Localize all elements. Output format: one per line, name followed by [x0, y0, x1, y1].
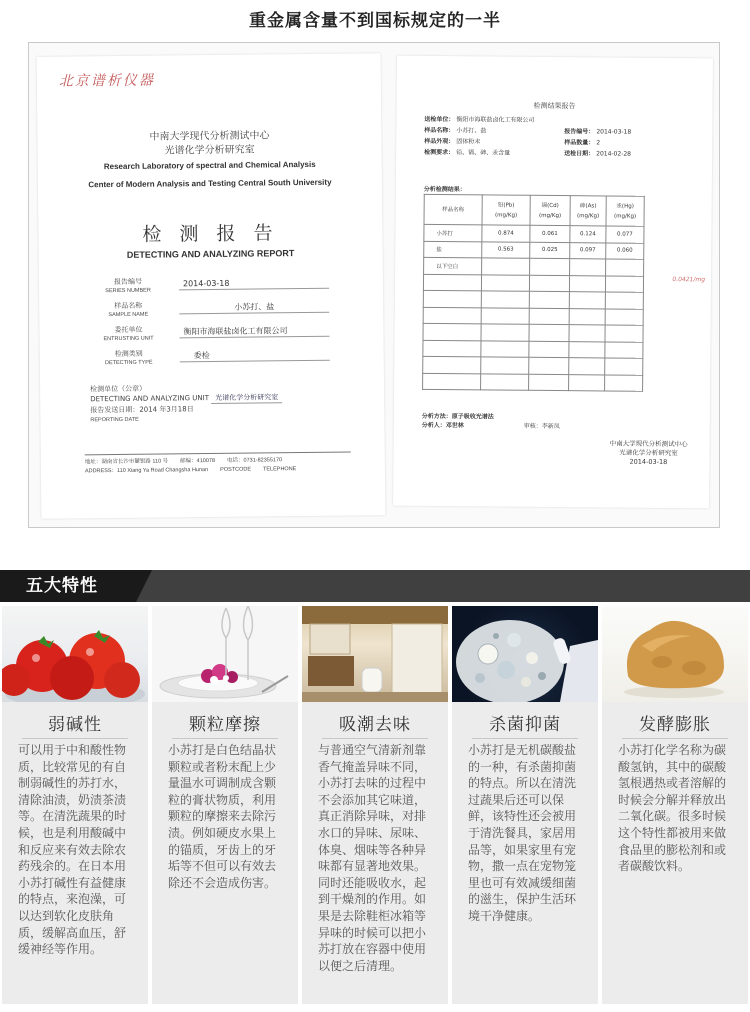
table-cell: [481, 373, 529, 390]
meta-label: 检测要求：: [424, 148, 455, 157]
table-cell: [569, 275, 605, 292]
bathroom-photo: [302, 606, 448, 702]
field-label-en: ENTRUSTING UNIT: [103, 335, 154, 343]
table-cell: [605, 308, 643, 325]
table-cell: [423, 290, 481, 307]
feature-title: 发酵膨胀: [639, 715, 711, 735]
results-footer: [422, 412, 560, 431]
table-cell: [530, 258, 570, 275]
feature-card: [602, 606, 748, 1004]
detecting-unit-block: [90, 382, 282, 425]
meta-label: 送检日期：: [564, 150, 595, 158]
table-header: [530, 195, 570, 225]
field-detecting-type: [84, 348, 334, 375]
results-title: 检测结果报告: [533, 101, 576, 111]
table-cell: 0.563: [482, 241, 530, 258]
lab-name-cn-2: 光谱化学分析研究室: [164, 144, 255, 157]
lab-name-en-2: Center of Modern Analysis and Testing Central South University: [88, 177, 332, 190]
field-label: 报告编号: [113, 277, 142, 287]
report-title-en: DETECTING AND ANALYZING REPORT: [126, 248, 295, 260]
test-report-image: [28, 42, 720, 528]
phone: 电话：0731-82355170: [226, 457, 283, 464]
table-header: [424, 194, 482, 225]
header-line: 铅(Pb): [497, 202, 515, 209]
field-value: 衡阳市海联盐卤化工有限公司: [179, 325, 329, 339]
institution-stamp: [609, 440, 687, 468]
features-heading: 五大特性: [0, 570, 136, 602]
divider: [172, 738, 278, 739]
table-cell: [569, 308, 605, 325]
header-unit: (mg/Kg): [495, 211, 518, 219]
date-label-en: REPORTING DATE: [90, 416, 139, 424]
date-value: 2014 年3月18日: [139, 405, 194, 414]
handwritten-note: 0.0421/mg: [672, 276, 706, 284]
meta-value: 衡阳市海联盐卤化工有限公司: [456, 116, 535, 124]
meta-row: [424, 147, 694, 160]
table-cell: [423, 340, 481, 357]
stamp-line: 中南大学现代分析测试中心: [609, 439, 688, 449]
address-cn: 地址：湖南省长沙市麓银路 110 号: [84, 458, 169, 466]
address-block: [85, 456, 355, 477]
table-cell: [481, 340, 529, 357]
table-row: [423, 373, 643, 391]
meta-value: 2014-02-28: [596, 150, 632, 158]
table-cell: [423, 274, 481, 291]
header-line: 镉(Cd): [541, 202, 559, 209]
table-cell: [482, 258, 530, 275]
divider: [85, 452, 351, 456]
header-unit: (mg/Kg): [539, 212, 562, 219]
table-cell: 0.077: [606, 226, 644, 243]
feature-description: 可以用于中和酸性物质，比较常见的有自制弱碱性的苏打水，清除油渍，奶渍茶渍等。在清洗蔬果的时候，也是利用酸碱中和反应来有效去除农药残余的。在日本用小苏打碱性有益健康的特点，来泡澡，可以达到软化皮肤角质，缓解高血压，舒缓神经等作用。: [18, 743, 127, 957]
header-line: 砷(As): [579, 202, 597, 209]
table-row: [424, 257, 644, 275]
meta-label: 样品名称：: [424, 126, 455, 135]
lab-name-en-1: Research Laboratory of spectral and Chemical Analysis: [103, 159, 316, 172]
meta-value: 2: [596, 139, 601, 147]
table-cell: [606, 259, 644, 276]
table-cell: 0.060: [606, 242, 644, 259]
table-header: [570, 196, 606, 226]
table-row: [423, 274, 643, 292]
address-en: ADDRESS：110 Xiang Ya Road Changsha Hunan: [84, 467, 209, 475]
table-cell: [529, 357, 569, 374]
unit-value: 光谱化学分析研究室: [211, 392, 282, 404]
analyst-text: 分析人：邓世林: [421, 421, 464, 430]
feature-title: 吸潮去味: [339, 715, 411, 735]
table-cell: 0.025: [530, 242, 570, 259]
table-cell: [481, 357, 529, 374]
reviewer-text: 审核：李新凤: [523, 422, 560, 431]
meta-value: 小苏打、盐: [456, 127, 487, 135]
report-cover-page: [37, 53, 386, 519]
features-header-bar: [0, 570, 750, 602]
table-header: [482, 195, 530, 225]
field-label: 委托单位: [114, 325, 143, 335]
feature-title: 弱碱性: [48, 715, 102, 735]
field-label: 检测类别: [114, 349, 143, 359]
report-title-cn: 检 测 报 告: [142, 222, 279, 246]
header-line: 样品名称: [442, 206, 465, 213]
page-title: 重金属含量不到国标规定的一半: [249, 11, 501, 31]
divider: [622, 738, 728, 739]
feature-card: [452, 606, 598, 1004]
table-cell: [529, 324, 569, 341]
table-row: [423, 356, 643, 374]
table-cell: 0.097: [570, 242, 606, 259]
table-header: [606, 196, 644, 226]
results-meta: [424, 114, 694, 160]
table-cell: [481, 307, 529, 324]
table-cell: [569, 325, 605, 342]
table-cell: [423, 356, 481, 373]
table-cell: [605, 275, 643, 292]
table-cell: 盐: [424, 241, 482, 258]
meta-value: 2014-03-18: [596, 128, 632, 136]
table-cell: 小苏打: [424, 224, 482, 241]
feature-card: [152, 606, 298, 1004]
results-table: [422, 194, 645, 392]
table-cell: [605, 341, 643, 358]
unit-label-cn: 检测单位（公章）: [90, 384, 147, 394]
method-text: 分析方法：原子吸收光谱法: [421, 412, 494, 421]
petri-dish-photo: [452, 606, 598, 702]
table-cell: [569, 341, 605, 358]
stamp-date: 2014-03-18: [629, 457, 668, 467]
table-row: [423, 323, 643, 341]
table-cell: [481, 274, 529, 291]
feature-title: 杀菌抑菌: [489, 715, 561, 735]
table-cell: [605, 374, 643, 391]
postcode-en: POSTCODE: [220, 466, 252, 473]
table-row: [423, 307, 643, 325]
field-value: 小苏打、盐: [179, 301, 329, 315]
stamp-line: 光谱化学分析研究室: [619, 448, 678, 458]
header-line: 汞(Hg): [616, 203, 634, 210]
table-cell: [529, 341, 569, 358]
tableware-photo: [152, 606, 298, 702]
table-cell: [529, 291, 569, 308]
meta-label: 样品外观：: [424, 137, 455, 146]
meta-value: 固体粉末: [456, 138, 481, 146]
divider: [322, 738, 428, 739]
table-cell: [569, 292, 605, 309]
feature-card: [302, 606, 448, 1004]
results-page: [393, 56, 713, 509]
table-cell: [481, 291, 529, 308]
table-cell: 0.061: [530, 225, 570, 242]
feature-description: 小苏打化学名称为碳酸氢钠，其中的碳酸氢根遇热或者溶解的时候会分解并释放出二氧化碳。很多时候这个特性都被用来做食品里的膨松剂和或者碳酸饮料。: [618, 743, 727, 874]
field-label-en: SERIES NUMBER: [105, 287, 151, 295]
unit-label-en: DETECTING AND ANALYZING UNIT: [90, 394, 209, 404]
table-cell: [423, 307, 481, 324]
table-cell: 0.874: [482, 225, 530, 242]
table-cell: [605, 358, 643, 375]
table-row: [424, 241, 644, 259]
feature-description: 小苏打是白色结晶状颗粒或者粉末配上少量温水可调制成含颗粒的膏状物质，利用颗粒的摩擦来去除污渍。例如硬皮水果上的锚质，牙齿上的牙垢等不但可以有效去除还不会造成伤害。: [168, 743, 277, 890]
feature-description: 与普通空气清新剂靠香气掩盖异味不同，小苏打去味的过程中不会添加其它味道，真正消除异味，对排水口的异味、尿味、体臭、烟味等各种异味都有显著地效果。同时还能吸收水，起到干燥剂的作用。如果是去除鞋柜冰箱等异味的时候可以把小苏打放在容器中使用以便之后清理。: [318, 743, 427, 973]
divider: [472, 738, 578, 739]
table-cell: [529, 275, 569, 292]
meta-label: 送检单位：: [424, 115, 455, 124]
table-cell: [529, 374, 569, 391]
table-cell: [569, 358, 605, 375]
lab-name-cn-1: 中南大学现代分析测试中心: [149, 130, 270, 143]
table-cell: [423, 373, 481, 390]
table-cell: [569, 374, 605, 391]
tomato-photo: [2, 606, 148, 702]
handwritten-note: 北京谱析仪器: [58, 72, 155, 90]
divider: [22, 738, 128, 739]
meta-value: 铅、镉、砷、汞含量: [456, 149, 511, 157]
table-cell: [529, 308, 569, 325]
postcode: 邮编：410078: [180, 457, 216, 465]
table-cell: [481, 324, 529, 341]
meta-label: 报告编号：: [564, 128, 595, 136]
field-value: 2014-03-18: [179, 277, 329, 291]
bread-photo: [602, 606, 748, 702]
table-row: [424, 224, 644, 242]
field-label-en: DETECTING TYPE: [104, 359, 153, 367]
table-row: [423, 290, 643, 308]
results-section-label: 分析检测结果：: [423, 185, 466, 194]
feature-card: [2, 606, 148, 1004]
table-cell: [605, 325, 643, 342]
feature-description: 小苏打是无机碳酸盐的一种，有杀菌抑菌的特点。所以在清洗过蔬果后还可以保鲜，该特性还会被用于清洗餐具，家居用品等，如果家里有宠物，撒一点在宠物笼里也可有效减缓细菌的滋生，保护生活环境干净健康。: [468, 743, 577, 923]
table-row: [423, 340, 643, 358]
table-cell: [570, 259, 606, 276]
field-value: 委检: [180, 349, 330, 363]
date-label: 报告发送日期：: [90, 405, 140, 415]
table-cell: 0.124: [570, 226, 606, 243]
field-label-en: SAMPLE NAME: [108, 311, 149, 319]
table-cell: [605, 292, 643, 309]
table-cell: [423, 323, 481, 340]
table-cell: 以下空白: [424, 257, 482, 274]
header-unit: (mg/Kg): [614, 213, 637, 220]
field-label: 样品名称: [114, 301, 143, 311]
header-unit: (mg/Kg): [577, 212, 600, 219]
field-series-number: [83, 276, 333, 303]
feature-title: 颗粒摩擦: [189, 715, 261, 735]
meta-label: 样品数量：: [564, 139, 595, 147]
field-sample-name: [83, 300, 333, 327]
phone-en: TELEPHONE: [262, 466, 297, 473]
field-entrusting-unit: [83, 324, 333, 351]
